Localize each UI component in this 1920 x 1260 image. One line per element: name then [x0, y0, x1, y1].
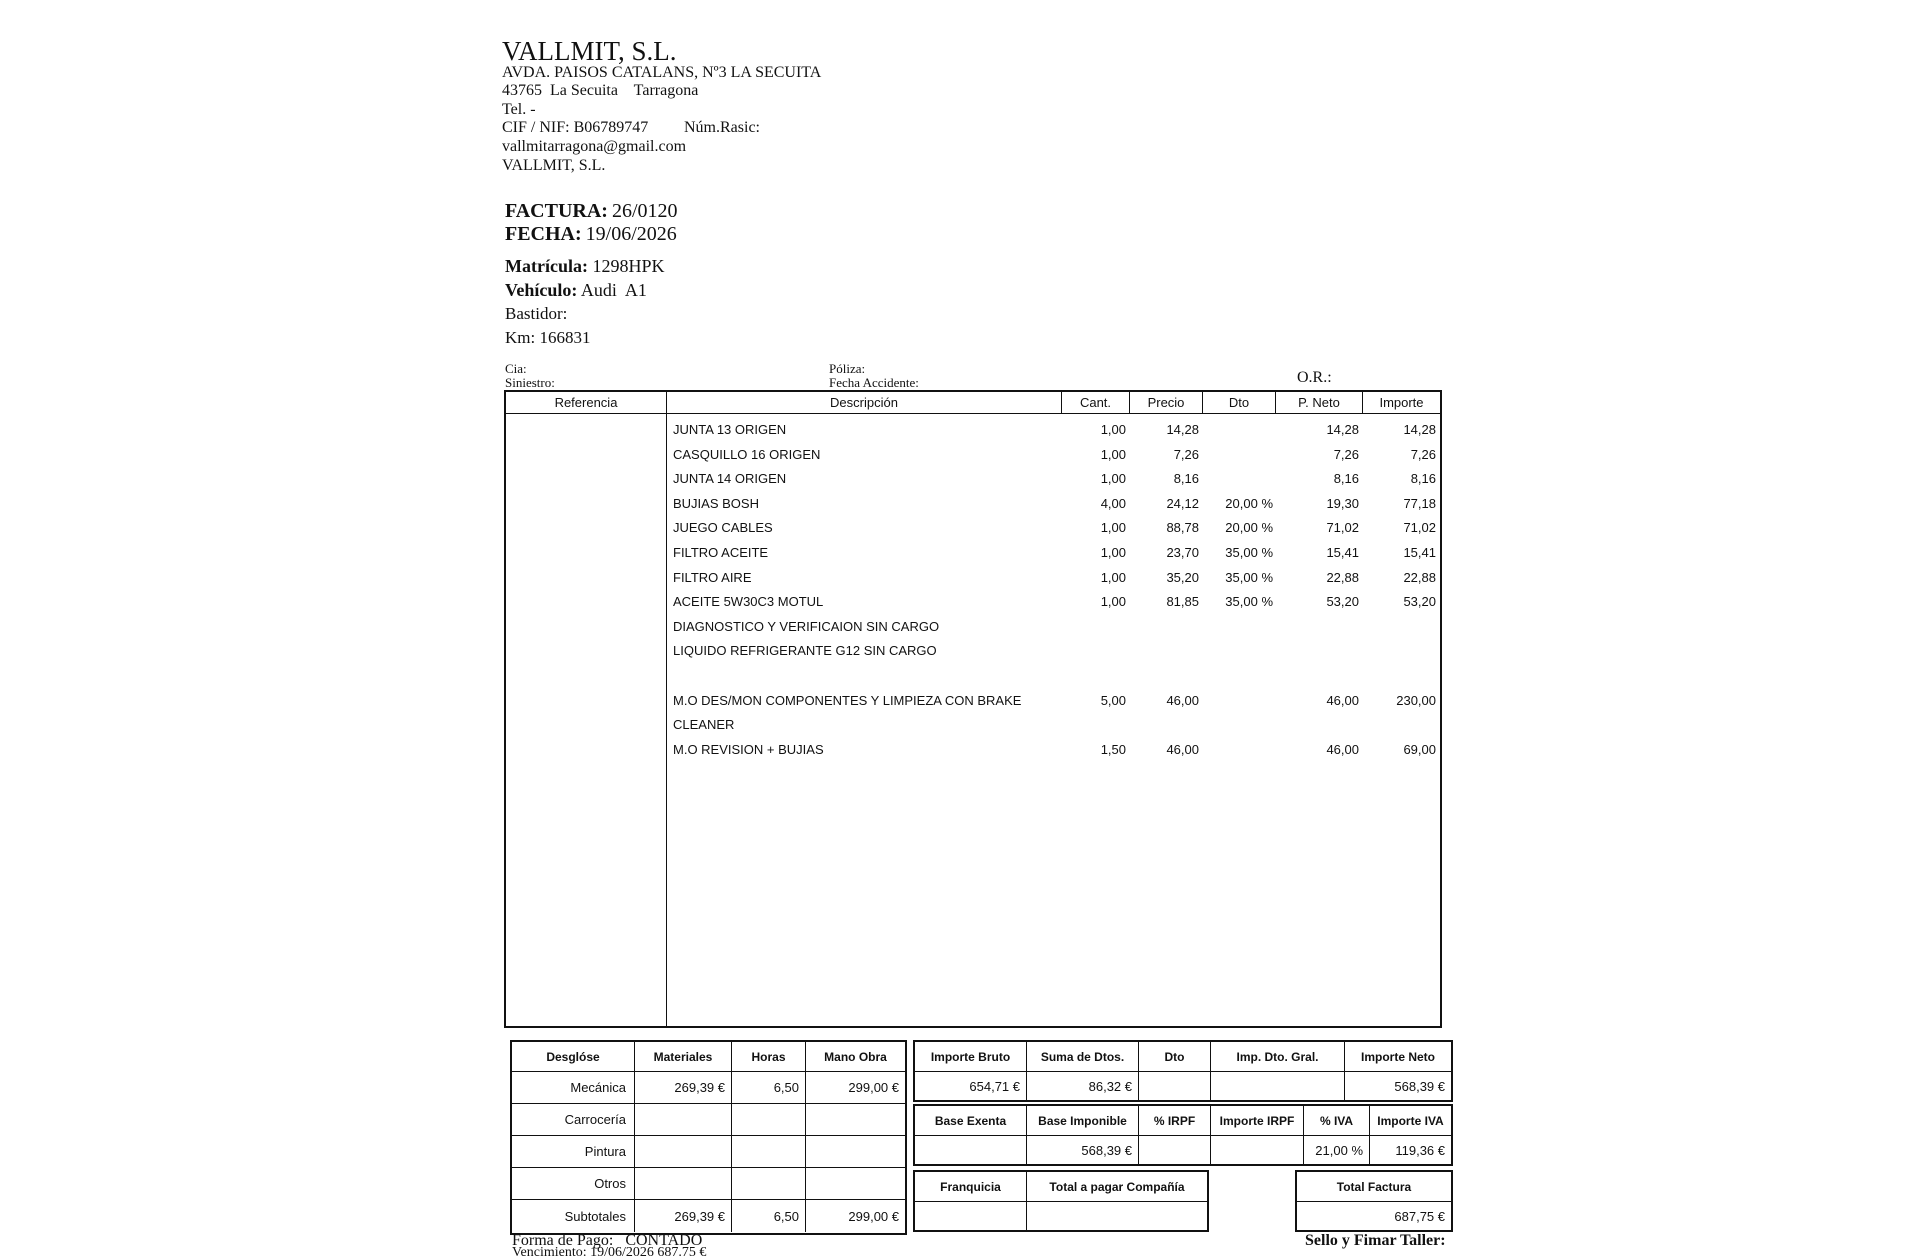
- table-row: [506, 516, 1440, 540]
- km: [505, 328, 590, 348]
- total-factura-label: Total Factura: [1297, 1172, 1451, 1202]
- totals-box-1: [913, 1040, 1453, 1102]
- value-importe-irpf: [1211, 1136, 1304, 1164]
- cell-dto: 20,00 %: [1225, 520, 1273, 536]
- cell-descripcion: DIAGNOSTICO Y VERIFICAION SIN CARGO: [673, 618, 940, 634]
- breakdown-header-horas: Horas: [732, 1042, 806, 1072]
- company-name: VALLMIT, S.L.: [502, 36, 677, 66]
- cell-pneto: 15,41: [1326, 545, 1359, 560]
- cell-dto: 35,00 %: [1225, 569, 1273, 585]
- cell-importe: 77,18: [1403, 495, 1436, 511]
- company-email: vallmitarragona@gmail.com: [502, 138, 687, 155]
- header-imp-dto-gral: Imp. Dto. Gral.: [1211, 1042, 1345, 1072]
- value-base-exenta: [915, 1136, 1027, 1164]
- cell-importe: 53,20: [1403, 594, 1436, 610]
- value-total-compania: [1027, 1202, 1207, 1230]
- cell-cant: 1,00: [1100, 446, 1126, 462]
- cell-descripcion: BUJIAS BOSH: [673, 495, 759, 511]
- table-row: [506, 590, 1440, 614]
- table-row: [506, 443, 1440, 467]
- header-iva: % IVA: [1304, 1106, 1370, 1136]
- cell-importe: 230,00: [1396, 692, 1436, 708]
- cell-cant: 5,00: [1100, 692, 1126, 708]
- cell-pneto: 14,28: [1326, 422, 1359, 437]
- company-city: 43765 La Secuita Tarragona: [502, 82, 699, 99]
- cell-pneto: 71,02: [1326, 520, 1359, 536]
- poliza-label: Póliza:: [829, 361, 866, 376]
- header-irpf: % IRPF: [1139, 1106, 1211, 1136]
- sello-taller: Sello y Fimar Taller:: [1305, 1232, 1446, 1249]
- breakdown-materiales: [635, 1168, 732, 1200]
- total-factura-value: 687,75 €: [1394, 1208, 1445, 1224]
- cell-precio: 7,26: [1173, 446, 1199, 462]
- factura-value: 26/0120: [611, 200, 678, 222]
- km-label: Km:: [505, 328, 536, 347]
- header-dto: Dto: [1139, 1042, 1211, 1072]
- table-row: [506, 664, 1440, 688]
- fecha-accidente-label: Fecha Accidente:: [829, 375, 919, 390]
- cell-pneto: 46,00: [1326, 741, 1359, 757]
- value-imp-dto-gral: [1211, 1072, 1345, 1100]
- cell-descripcion: M.O DES/MON COMPONENTES Y LIMPIEZA CON BRAKE: [673, 692, 1022, 708]
- cell-precio: 35,20: [1166, 569, 1199, 585]
- cell-importe: 7,26: [1410, 446, 1436, 462]
- breakdown-box: [510, 1040, 907, 1235]
- matricula-value: 1298HPK: [592, 256, 665, 276]
- cell-pneto: 7,26: [1333, 446, 1359, 462]
- header-base-exenta: Base Exenta: [915, 1106, 1027, 1136]
- breakdown-mano-obra: 299,00 €: [848, 1208, 899, 1224]
- cell-importe: 8,16: [1410, 471, 1436, 487]
- cell-cant: 1,50: [1100, 741, 1126, 757]
- cia-label: Cia:: [505, 361, 527, 376]
- cell-cant: 4,00: [1100, 495, 1126, 511]
- breakdown-mano-obra: [806, 1104, 905, 1136]
- breakdown-materiales: 269,39 €: [635, 1072, 732, 1104]
- cell-cant: 1,00: [1100, 520, 1126, 536]
- company-address: AVDA. PAISOS CATALANS, Nº3 LA SECUITA: [502, 64, 822, 81]
- col-importe: Importe: [1363, 392, 1440, 414]
- breakdown-materiales: [635, 1136, 732, 1168]
- value-iva: 21,00 %: [1304, 1136, 1370, 1164]
- breakdown-materiales: [635, 1104, 732, 1136]
- or-label: O.R.:: [1297, 369, 1332, 386]
- cell-descripcion: JUNTA 13 ORIGEN: [673, 422, 787, 437]
- cell-importe: 71,02: [1403, 520, 1436, 536]
- vehiculo-label: Vehículo:: [505, 280, 578, 300]
- col-pneto: P. Neto: [1276, 392, 1363, 414]
- table-row: [506, 467, 1440, 491]
- cell-importe: 22,88: [1403, 569, 1436, 585]
- vencimiento: Vencimiento: 19/06/2026 687.75 €: [512, 1245, 707, 1260]
- breakdown-header-materiales: Materiales: [635, 1042, 732, 1072]
- cell-pneto: 8,16: [1333, 471, 1359, 487]
- header-importe-neto: Importe Neto: [1345, 1042, 1451, 1072]
- company-tel: Tel. -: [502, 101, 536, 118]
- table-row: [506, 713, 1440, 737]
- cell-pneto: 22,88: [1326, 569, 1359, 585]
- cell-descripcion: M.O REVISION + BUJIAS: [673, 741, 824, 757]
- breakdown-mano-obra: 299,00 €: [806, 1072, 905, 1104]
- cell-importe: 69,00: [1403, 741, 1436, 757]
- cell-pneto: 53,20: [1326, 594, 1359, 610]
- cell-descripcion: LIQUIDO REFRIGERANTE G12 SIN CARGO: [673, 643, 937, 659]
- table-row: [506, 566, 1440, 590]
- cell-descripcion: FILTRO ACEITE: [673, 545, 769, 560]
- value-base-imponible: 568,39 €: [1027, 1136, 1139, 1164]
- value-franquicia: [915, 1202, 1027, 1230]
- cell-cant: 1,00: [1100, 422, 1126, 437]
- cell-precio: 24,12: [1166, 495, 1199, 511]
- km-value: 166831: [539, 328, 591, 347]
- table-row: [506, 418, 1440, 442]
- cell-descripcion: JUEGO CABLES: [673, 520, 773, 536]
- cell-dto: 35,00 %: [1225, 545, 1273, 560]
- value-importe-bruto: 654,71 €: [915, 1072, 1027, 1100]
- vehiculo-value: Audi A1: [580, 280, 647, 300]
- cell-descripcion: CASQUILLO 16 ORIGEN: [673, 446, 821, 462]
- header-importe-iva: Importe IVA: [1370, 1106, 1451, 1136]
- invoice-number: [505, 200, 678, 223]
- cell-descripcion: FILTRO AIRE: [673, 569, 752, 585]
- breakdown-row-label: Mecánica: [512, 1072, 635, 1104]
- table-row: [506, 541, 1440, 565]
- header-franquicia: Franquicia: [915, 1172, 1027, 1202]
- value-dto: [1139, 1072, 1211, 1100]
- breakdown-horas: 6,50: [732, 1072, 806, 1104]
- cell-pneto: 19,30: [1326, 495, 1359, 511]
- cell-precio: 14,28: [1166, 422, 1199, 437]
- breakdown-row-label: Subtotales: [512, 1200, 635, 1232]
- fecha-label: FECHA:: [505, 223, 582, 245]
- col-referencia: Referencia: [506, 392, 667, 414]
- cell-importe: 14,28: [1403, 422, 1436, 437]
- header-base-imponible: Base Imponible: [1027, 1106, 1139, 1136]
- company-name-2: VALLMIT, S.L.: [502, 157, 606, 174]
- breakdown-materiales: 269,39 €: [635, 1200, 732, 1232]
- breakdown-horas: [732, 1168, 806, 1200]
- table-row: [506, 639, 1440, 663]
- table-row: [506, 689, 1440, 713]
- breakdown-row-label: Otros: [512, 1168, 635, 1200]
- total-factura-box: [1295, 1170, 1453, 1232]
- fecha-value: 19/06/2026: [585, 223, 677, 245]
- matricula: [505, 256, 664, 277]
- cell-cant: 1,00: [1100, 545, 1126, 560]
- header-suma-dtos: Suma de Dtos.: [1027, 1042, 1139, 1072]
- breakdown-header-mano-obra: Mano Obra: [806, 1042, 905, 1072]
- totals-box-2: [913, 1104, 1453, 1166]
- cell-descripcion: ACEITE 5W30C3 MOTUL: [673, 594, 824, 610]
- value-importe-iva: 119,36 €: [1395, 1142, 1445, 1158]
- bastidor-label: Bastidor:: [505, 304, 568, 323]
- cell-precio: 88,78: [1166, 520, 1199, 536]
- table-row: [506, 615, 1440, 639]
- matricula-label: Matrícula:: [505, 256, 588, 276]
- breakdown-header-desglose: Desglóse: [512, 1042, 635, 1072]
- header-importe-bruto: Importe Bruto: [915, 1042, 1027, 1072]
- company-cif: CIF / NIF: B06789747: [502, 119, 649, 136]
- breakdown-horas: 6,50: [732, 1200, 806, 1232]
- col-dto: Dto: [1203, 392, 1276, 414]
- vehiculo: [505, 280, 647, 301]
- cell-dto: 20,00 %: [1225, 495, 1273, 511]
- col-precio: Precio: [1130, 392, 1203, 414]
- breakdown-row-label: Pintura: [512, 1136, 635, 1168]
- value-suma-dtos: 86,32 €: [1027, 1072, 1139, 1100]
- value-irpf: [1139, 1136, 1211, 1164]
- cell-precio: 46,00: [1166, 741, 1199, 757]
- items-table: [504, 390, 1442, 1028]
- col-cant: Cant.: [1062, 392, 1130, 414]
- cell-precio: 81,85: [1166, 594, 1199, 610]
- cell-importe: 15,41: [1403, 545, 1436, 560]
- header-total-compania: Total a pagar Compañía: [1027, 1172, 1207, 1202]
- breakdown-mano-obra: [806, 1136, 905, 1168]
- factura-label: FACTURA:: [505, 200, 608, 222]
- header-importe-irpf: Importe IRPF: [1211, 1106, 1304, 1136]
- cell-precio: 46,00: [1166, 692, 1199, 708]
- siniestro-label: Siniestro:: [505, 375, 555, 390]
- cell-descripcion: JUNTA 14 ORIGEN: [673, 471, 787, 487]
- cell-precio: 8,16: [1173, 471, 1199, 487]
- cell-cant: 1,00: [1100, 594, 1126, 610]
- breakdown-row-label: Carrocería: [512, 1104, 635, 1136]
- cell-cant: 1,00: [1100, 569, 1126, 585]
- value-importe-neto: 568,39 €: [1394, 1078, 1445, 1094]
- company-rasic: Núm.Rasic:: [684, 119, 760, 136]
- breakdown-horas: [732, 1104, 806, 1136]
- totals-box-3: [913, 1170, 1209, 1232]
- cell-cant: 1,00: [1100, 471, 1126, 487]
- forma-pago: Forma de Pago: CONTADO: [512, 1232, 703, 1249]
- cell-dto: 35,00 %: [1225, 594, 1273, 610]
- cell-descripcion: CLEANER: [673, 717, 735, 733]
- breakdown-horas: [732, 1136, 806, 1168]
- table-row: [506, 738, 1440, 762]
- col-descripcion: Descripción: [667, 392, 1062, 414]
- table-row: [506, 492, 1440, 516]
- invoice-date: [505, 223, 677, 246]
- cell-pneto: 46,00: [1326, 692, 1359, 708]
- breakdown-mano-obra: [806, 1168, 905, 1200]
- cell-precio: 23,70: [1166, 545, 1199, 560]
